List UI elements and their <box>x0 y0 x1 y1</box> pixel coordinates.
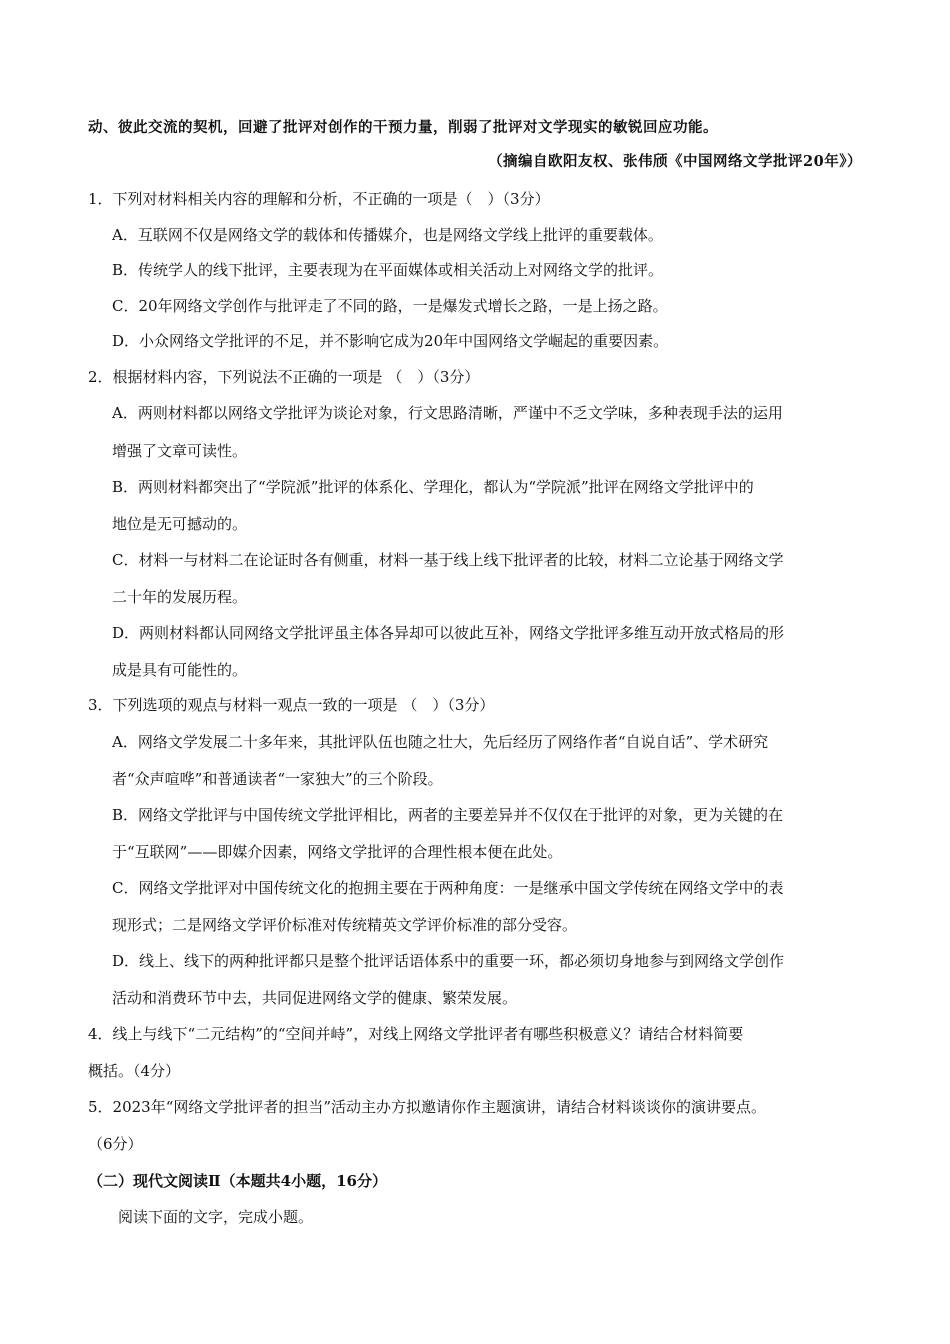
q2-option-a: A．两则材料都以网络文学批评为谈论对象，行文思路清晰，严谨中不乏文学味，多种表现手法的运用 <box>112 404 783 422</box>
q1-option-d: D．小众网络文学批评的不足，并不影响它成为20年中国网络文学崛起的重要因素。 <box>112 332 669 350</box>
q2-option-a-cont: 增强了文章可读性。 <box>112 442 248 460</box>
q3-option-c-cont: 现形式；二是网络文学评价标准对传统精英文学评价标准的部分受容。 <box>112 916 578 934</box>
q2-option-d: D．两则材料都认同网络文学批评虽主体各异却可以彼此互补，网络文学批评多维互动开放式格局的形 <box>112 624 785 642</box>
q3-option-c: C．网络文学批评对中国传统文化的抱拥主要在于两种角度：一是继承中国文学传统在网络文学中的表 <box>112 879 784 897</box>
q2-option-c: C．材料一与材料二在论证时各有侧重，材料一基于线上线下批评者的比较，材料二立论基于网络文学 <box>112 551 784 569</box>
question-5-stem-cont: （6分） <box>88 1135 143 1153</box>
q3-option-d-cont: 活动和消费环节中去，共同促进网络文学的健康、繁荣发展。 <box>112 989 518 1007</box>
question-5-stem: 5．2023年“网络文学批评者的担当”活动主办方拟邀请你作主题演讲，请结合材料谈谈你的演讲要点。 <box>88 1098 767 1116</box>
q1-option-c: C．20年网络文学创作与批评走了不同的路，一是爆发式增长之路，一是上扬之路。 <box>112 297 668 315</box>
section-heading: （二）现代文阅读Ⅱ（本题共4小题，16分） <box>88 1172 387 1190</box>
q3-option-b-cont: 于“互联网”——即媒介因素，网络文学批评的合理性根本便在此处。 <box>112 843 563 861</box>
q2-option-c-cont: 二十年的发展历程。 <box>112 588 248 606</box>
q3-option-b: B．网络文学批评与中国传统文学批评相比，两者的主要差异并不仅仅在于批评的对象，更为关键的在 <box>112 806 784 824</box>
question-4-stem-cont: 概括。（4分） <box>88 1062 181 1080</box>
q3-option-d: D．线上、线下的两种批评都只是整个批评话语体系中的重要一环，都必须切身地参与到网络文学创作 <box>112 952 785 970</box>
q3-option-a-cont: 者“众声喧哗”和普通读者“一家独大”的三个阶段。 <box>112 770 443 788</box>
q2-option-b-cont: 地位是无可撼动的。 <box>112 515 248 533</box>
q1-option-a: A．互联网不仅是网络文学的载体和传播媒介，也是网络文学线上批评的重要载体。 <box>112 226 663 244</box>
q1-option-b: B．传统学人的线下批评，主要表现为在平面媒体或相关活动上对网络文学的批评。 <box>112 261 664 279</box>
passage-last-line: 动、彼此交流的契机，回避了批评对创作的干预力量，削弱了批评对文学现实的敏锐回应功能。 <box>88 119 718 136</box>
question-1-stem: 1．下列对材料相关内容的理解和分析，不正确的一项是（ ）（3分） <box>88 190 550 208</box>
question-4-stem: 4．线上与线下“二元结构”的“空间并峙”，对线上网络文学批评者有哪些积极意义？请结合材料简要 <box>88 1025 744 1043</box>
q3-option-a: A．网络文学发展二十多年来，其批评队伍也随之壮大，先后经历了网络作者“自说自话”、学术研究 <box>112 733 769 751</box>
question-2-stem: 2．根据材料内容，下列说法不正确的一项是 （ ）（3分） <box>88 368 480 386</box>
section-instruction: 阅读下面的文字，完成小题。 <box>118 1208 314 1226</box>
q2-option-b: B．两则材料都突出了“学院派”批评的体系化、学理化，都认为“学院派”批评在网络文学批评中的 <box>112 478 754 496</box>
q2-option-d-cont: 成是具有可能性的。 <box>112 661 248 679</box>
passage-source: （摘编自欧阳友权、张伟颀《中国网络文学批评20年》） <box>488 153 862 170</box>
question-3-stem: 3．下列选项的观点与材料一观点一致的一项是 （ ）（3分） <box>88 696 495 714</box>
